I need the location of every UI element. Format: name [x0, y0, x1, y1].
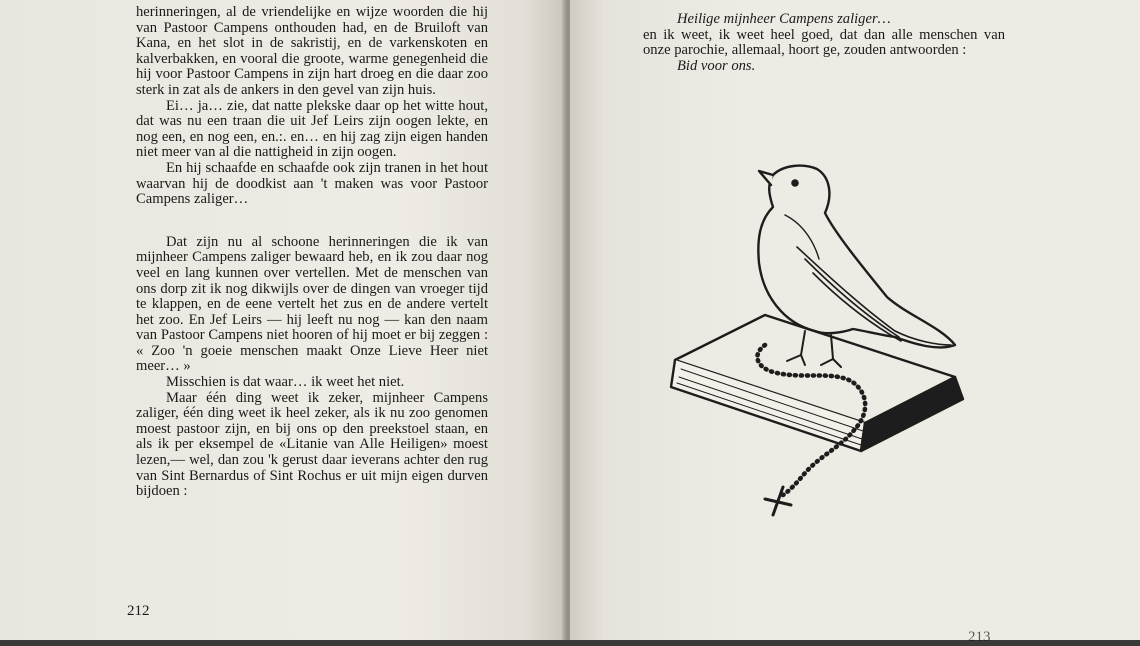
paragraph: Misschien is dat waar… ik weet het niet.: [166, 374, 405, 391]
right-page-text: [643, 12, 1005, 74]
litany-line: Heilige mijnheer Campens zaliger…: [677, 11, 891, 27]
paragraph: Maar één ding weet ik zeker, mijnheer Campens zaliger, één ding weet ik heel zeker, als ik nu zoo genomen moest pastoor zijn, en bij ons op den preekstoel staan, en als ik per eksempel de «Litanie van Alle Heiligen» moest lezen,— wel, dan zou 'k gerust daar ieverans achter den rug van Sint Bernardus of Sint Rochus er uit mijn eigen durven bijdoen :: [136, 389, 488, 500]
left-page: [0, 0, 566, 640]
bird-body: [758, 166, 955, 348]
paragraph: Dat zijn nu al schoone herinneringen die ik van mijnheer Campens zaliger bewaard heb, en ik zou daar nog veel en lang kunnen over vertellen. Met de menschen van ons dorp zit ik nog dikwijls over de dingen van vroeger tijd te klappen, en de eene vertelt het zus en de andere vertelt het zoo. En Jef Leirs — hij leeft nu nog — kan den naam van Pastoor Campens niet hooren of hij moet er bij zeggen : « Zoo 'n goeie menschen maakt Onze Lieve Heer niet meer… »: [136, 233, 488, 375]
page-number-right: 213: [968, 629, 991, 645]
left-page-text: [136, 5, 488, 500]
bird-eye: [792, 180, 797, 185]
bird-on-book-illustration: [655, 155, 985, 525]
bird-beak: [759, 171, 773, 185]
paragraph: En hij schaafde en schaafde ook zijn tranen in het hout waarvan hij de doodkist aan 't maken was voor Pastoor Campens zaliger…: [136, 159, 488, 208]
litany-response: Bid voor ons.: [677, 57, 756, 74]
paragraph: Ei… ja… zie, dat natte plekske daar op het witte hout, dat was nu een traan die uit Jef Leirs zijn oogen lekte, en nog een, en nog een, en.:. en… en hij zag zijn eigen handen niet meer van al die nattigheid in zijn oogen.: [136, 97, 488, 161]
paragraph: en ik weet, ik weet heel goed, dat dan alle menschen van onze parochie, allemaal, hoort ge, zouden antwoorden :: [643, 26, 1005, 59]
page-number-left: 212: [127, 603, 150, 619]
paragraph: herinneringen, al de vriendelijke en wijze woorden die hij van Pastoor Campens onthouden had, en de Bruiloft van Kana, en het slot in de sakristij, en de varkenskoten en kalverbakken, en vooral die groote, warme genegenheid die hij voor Pastoor Campens in zijn hart droeg en die daar zoo sterk in zat als de ankers in den gevel van zijn huis.: [136, 4, 488, 98]
